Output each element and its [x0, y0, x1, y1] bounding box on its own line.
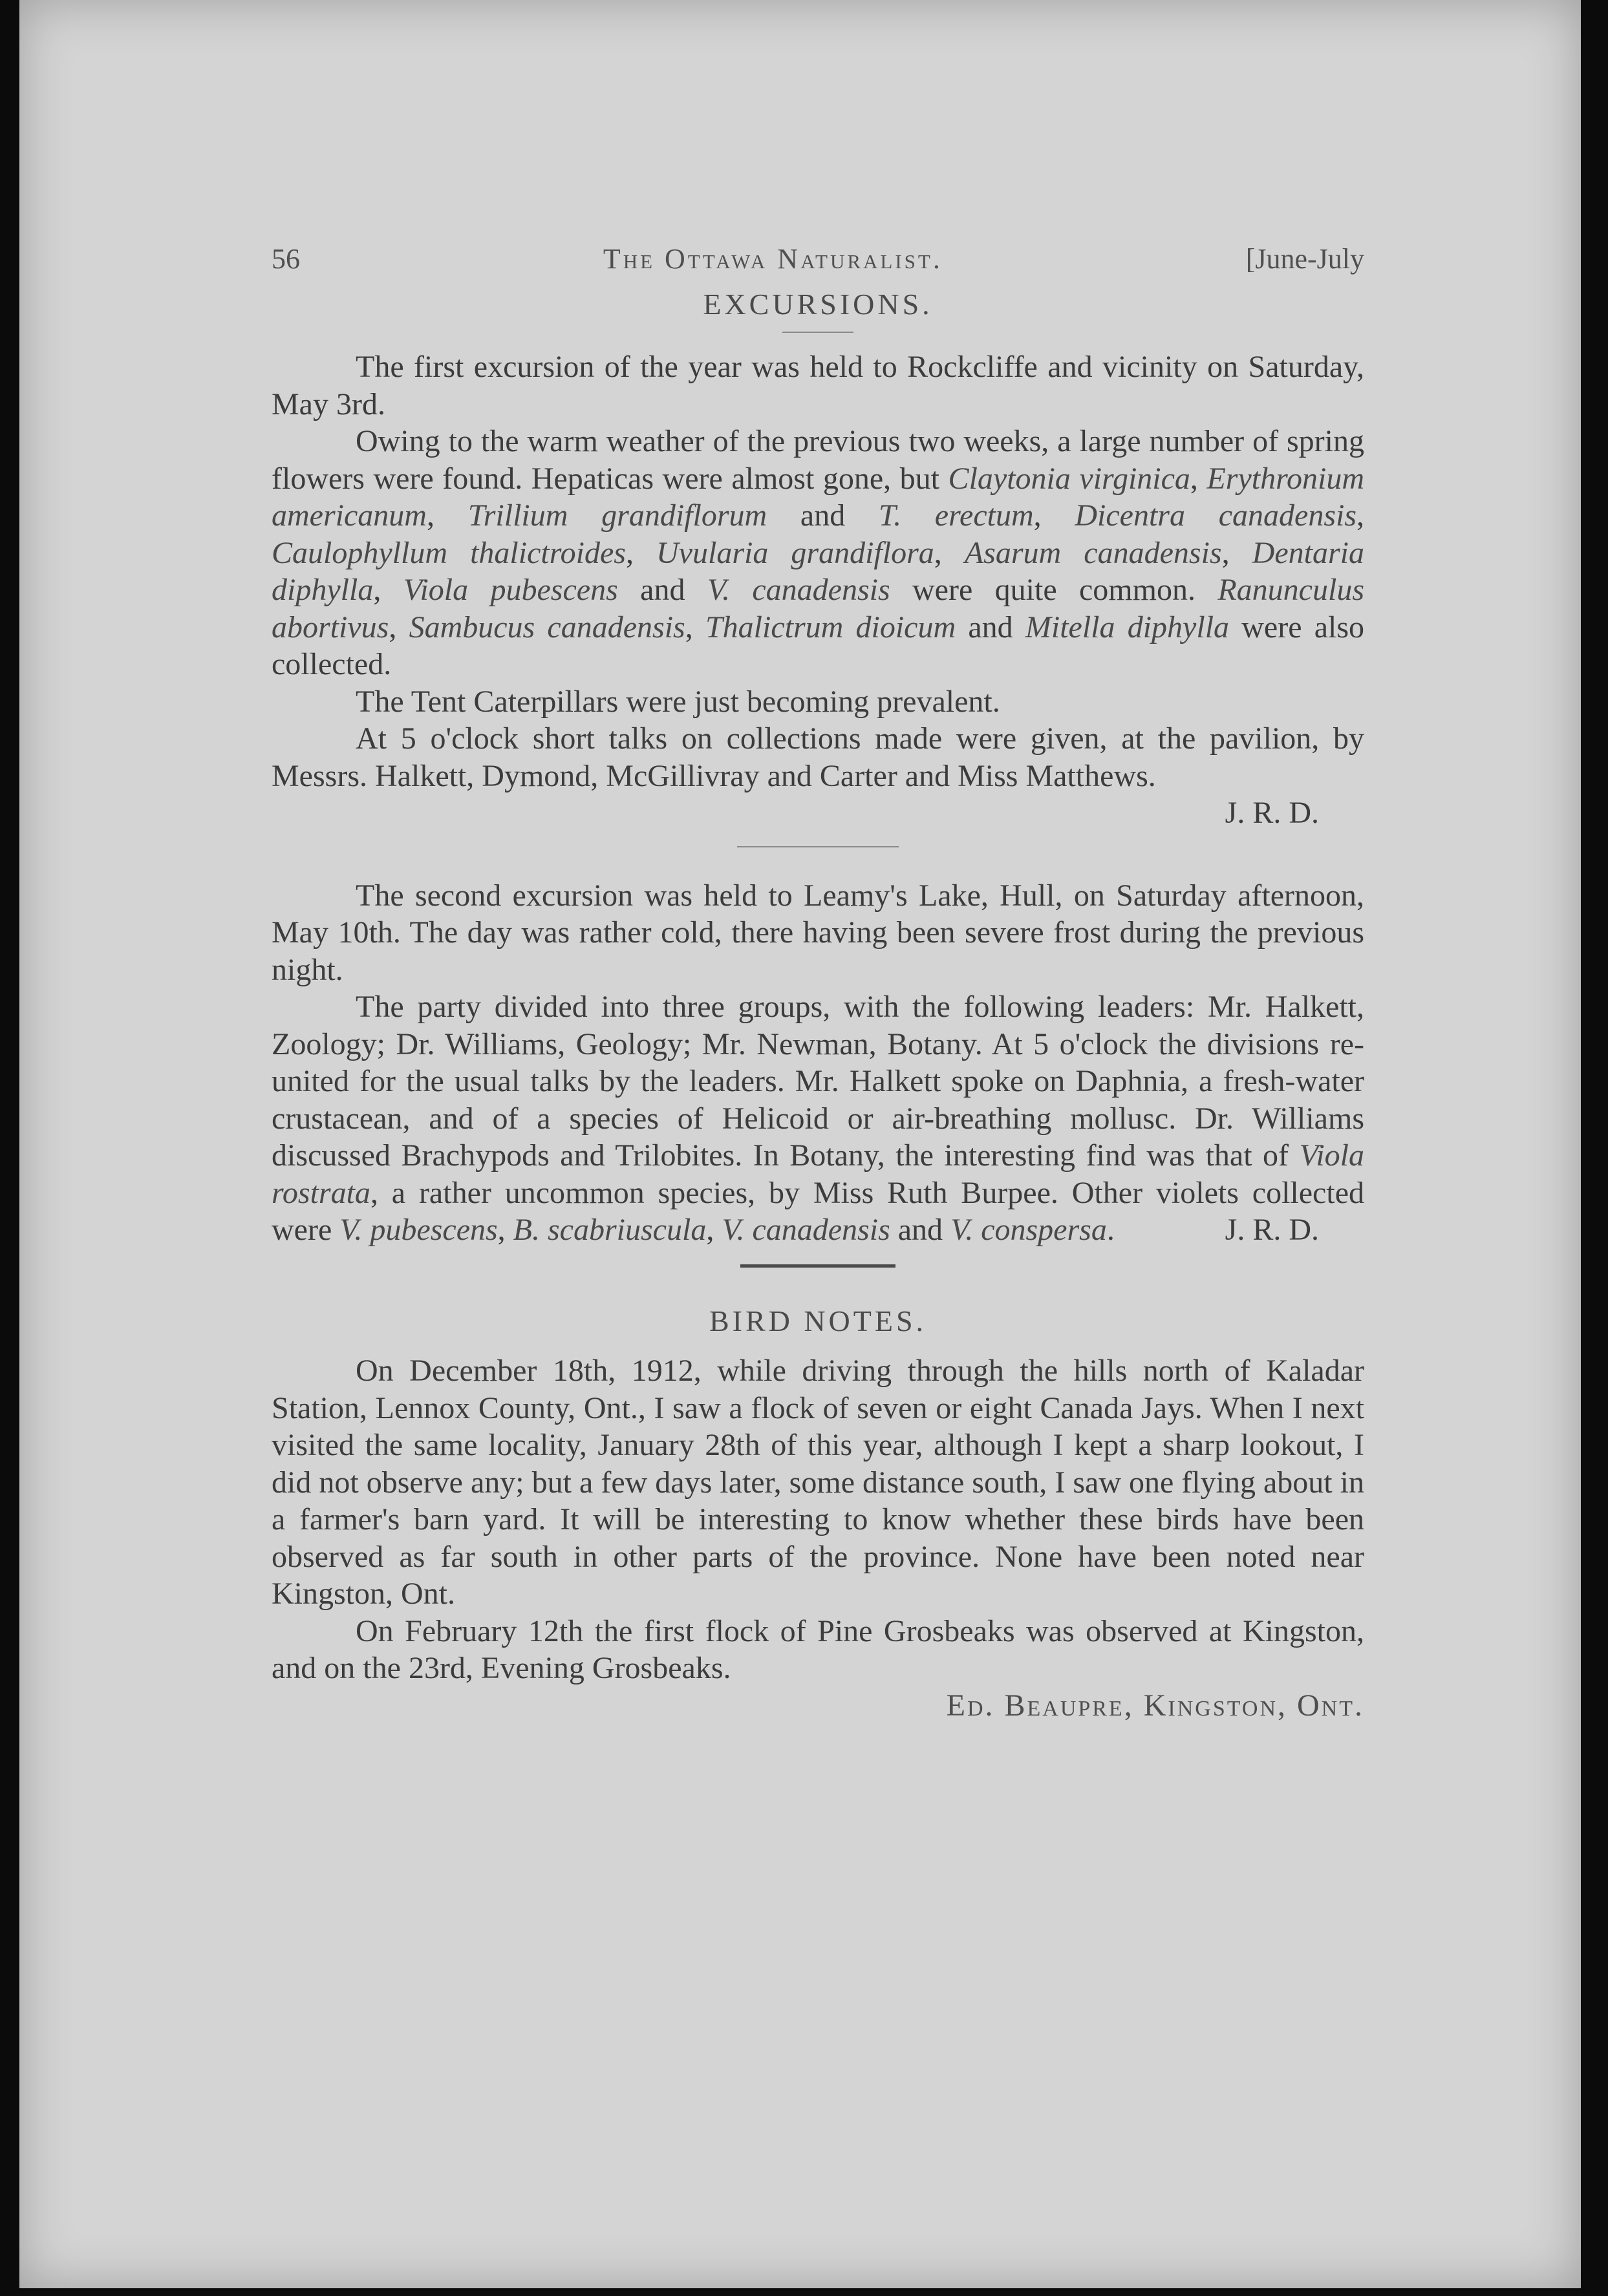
bird-notes-paragraph-2: On February 12th the first flock of Pine Grosbeaks was observed at Kingston, and on the 23rd, Evening Grosbeaks. [272, 1613, 1364, 1685]
running-head [272, 240, 1364, 278]
species-name: Dicentra canadensis [1075, 498, 1357, 533]
text-column [272, 240, 1364, 1724]
issue-date: [June-July [1245, 243, 1364, 275]
excursion-1-paragraph-4: At 5 o'clock short talks on collections made were given, at the pavilion, by Messrs. Halkett, Dymond, McGillivray and Carter and Miss Matthews. [272, 721, 1364, 793]
excursion-2-signature: J. R. D. [1225, 1213, 1319, 1247]
species-name: Erythronium americanum [272, 461, 1364, 533]
species-name: Ranunculus abortivus [272, 573, 1364, 644]
excursion-1-paragraph-2: Owing to the warm weather of the previous two weeks, a large number of spring flowers were found. Hepaticas were almost gone, but Claytonia virginica, Erythronium americanum, Trillium grandiflorum and T. erectum, Dicentra canadensis, Caulophyllum thalictroides, Uvularia grandiflora, Asarum canadensis, Dentaria diphylla, Viola pubescens and V. canadensis were quite common. Ranunculus abortivus, Sambucus canadensis, Thalictrum dioicum and Mitella diphylla were also collected. [272, 424, 1365, 681]
excursion-2-paragraph-2: The party divided into three groups, with the following leaders: Mr. Halkett, Zoology; Dr. Williams, Geology; Mr. Newman, Botany. At 5 o'clock the divisions re-united for the usual talks by the leaders. Mr. Halkett spoke on Daphnia, a fresh-water crustacean, and of a species of Helicoid or air-breathing mollusc. Dr. Williams discussed Brachypods and Trilobites. In Botany, the interesting find was that of Viola rostrata, a rather uncommon species, by Miss Ruth Burpee. Other violets collected were V. pubescens, B. scabriuscula, V. canadensis and V. conspersa. J. R. D. [272, 988, 1364, 1249]
species-name: V. pubescens [339, 1213, 498, 1247]
species-name: Dentaria diphylla [272, 535, 1364, 607]
excursion-1-signature: J. R. D. [1225, 796, 1319, 830]
species-name: Uvularia grandiflora [656, 535, 934, 570]
bird-notes-paragraph-1: On December 18th, 1912, while driving through the hills north of Kaladar Station, Lennox County, Ont., I saw a flock of seven or eight Canada Jays. When I next visited the same locality, January 28th of this year, although I kept a sharp lookout, I did not observe any; but a few days later, some distance south, I saw one flying about in a farmer's barn yard. It will be interesting to know whether these birds have been observed as far south in other parts of the province. None have been noted near Kingston, Ont. [272, 1354, 1364, 1611]
excursion-1-paragraph-1: The first excursion of the year was held to Rockcliffe and vicinity on Saturday, May 3rd. [272, 350, 1364, 421]
species-name: Caulophyllum thalictroides [272, 535, 626, 570]
bird-notes-heading: BIRD NOTES. [709, 1304, 927, 1337]
species-name: T. erectum [878, 498, 1034, 533]
species-name: Asarum canadensis [964, 535, 1222, 570]
species-name: V. canadensis [722, 1213, 890, 1247]
species-name: V. canadensis [707, 573, 890, 607]
journal-title: The Ottawa Naturalist. [603, 243, 943, 275]
excursions-heading: EXCURSIONS. [703, 287, 933, 321]
heading-rule [782, 332, 853, 333]
section-divider [737, 846, 899, 847]
species-name: Trillium grandiflorum [467, 498, 767, 533]
bird-notes-byline: Ed. Beaupre, Kingston, Ont. [946, 1688, 1364, 1723]
species-name: V. conspersa [950, 1213, 1107, 1247]
scanned-page [19, 0, 1581, 2288]
section-divider-heavy [740, 1264, 895, 1268]
species-name: B. scabriuscula [513, 1213, 707, 1247]
page-number: 56 [272, 243, 300, 275]
species-name: Viola rostrata [272, 1138, 1364, 1210]
species-name: Mitella diphylla [1025, 610, 1230, 644]
excursion-2-paragraph-1: The second excursion was held to Leamy's Lake, Hull, on Saturday afternoon, May 10th. The day was rather cold, there having been severe frost during the previous night. [272, 878, 1364, 987]
species-name: Thalictrum dioicum [705, 610, 956, 644]
species-name: Sambucus canadensis [409, 610, 685, 644]
species-name: Claytonia virginica [948, 461, 1190, 496]
species-name: Viola pubescens [403, 573, 618, 607]
excursion-1-paragraph-3: The Tent Caterpillars were just becoming prevalent. [356, 684, 1000, 719]
